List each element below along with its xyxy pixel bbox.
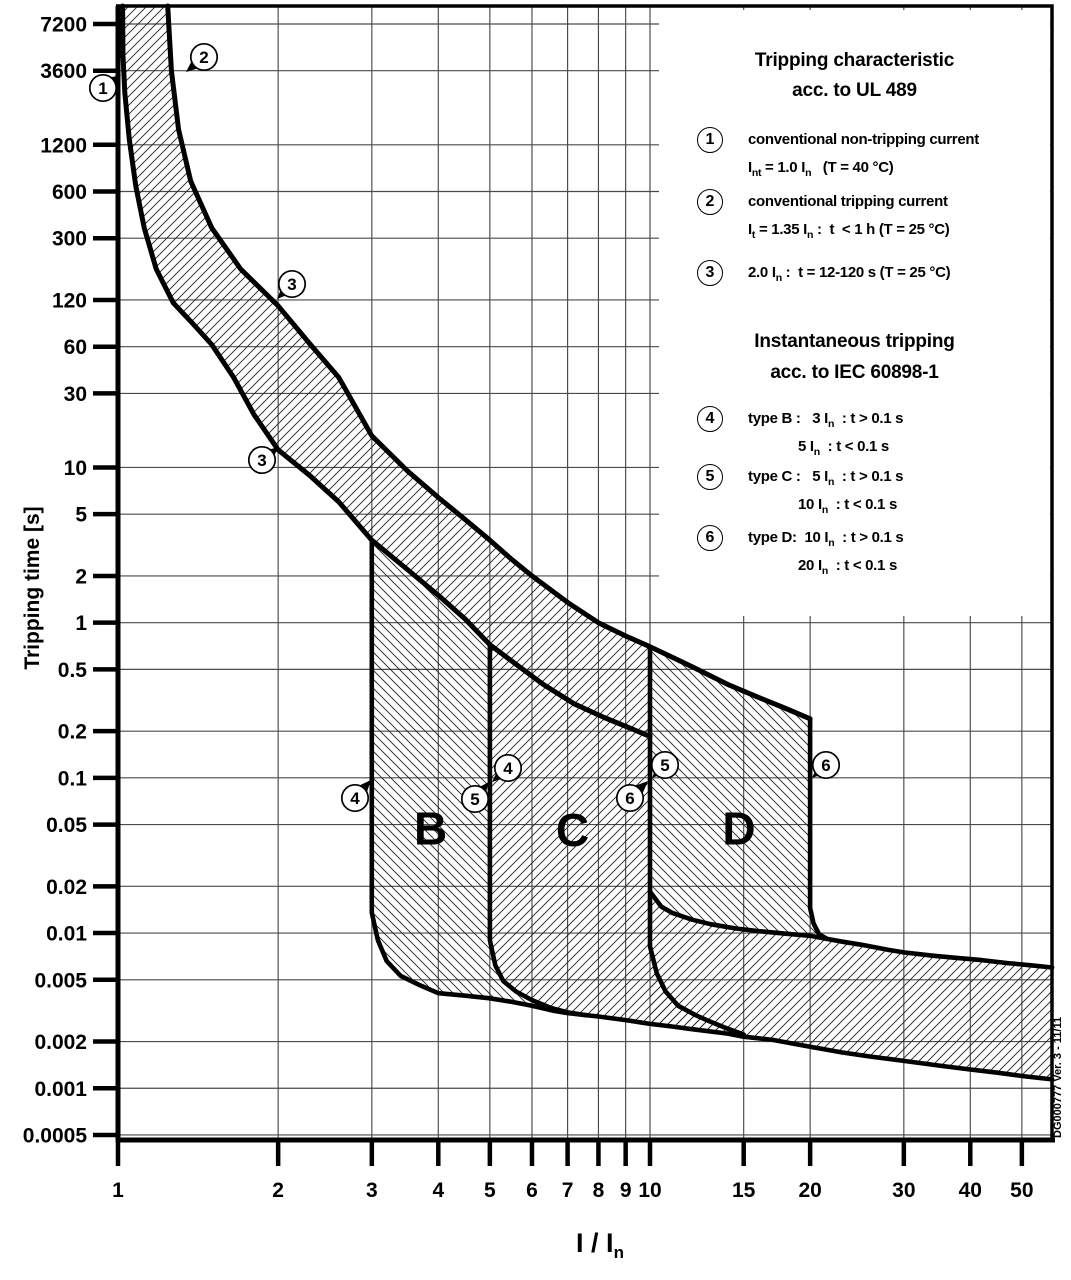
legend-text-segment: type D: 10 I [748,529,829,546]
legend-text-segment: conventional tripping current [748,193,948,210]
zone-label-B: B [414,802,448,855]
x-tick-label: 2 [272,1179,284,1202]
legend-item-4-line1 [748,408,903,431]
legend-subscript: n [807,229,814,241]
zone-label-D: D [722,802,756,855]
x-tick-label: 40 [958,1179,982,1202]
callout-number-3: 3 [287,275,297,294]
x-tick-label: 30 [892,1179,916,1202]
legend-text-segment: : t = 12-120 s (T = 25 °C) [781,264,951,281]
x-axis-title-subscript: n [613,1243,624,1262]
callout-number-4: 4 [503,759,513,778]
callout-number-1: 1 [98,79,108,98]
y-tick-label: 600 [51,180,87,204]
legend-text-segment: conventional non-tripping current [748,131,979,148]
legend-text-segment: I [748,159,752,176]
legend-subscript: nt [751,167,762,179]
x-tick-label: 10 [638,1179,662,1202]
legend-text-segment: = 1.0 I [761,159,806,176]
x-tick-label: 50 [1010,1179,1034,1202]
legend-item-2-line2 [748,219,949,242]
legend-title-iec-line2: acc. to IEC 60898-1 [770,362,939,383]
y-tick-label: 7200 [40,13,87,37]
legend-text-segment: 10 I [798,496,822,513]
y-tick-label: 0.5 [57,658,87,682]
legend-subscript: n [821,565,828,577]
legend-item-1-circle: 1 [697,127,723,153]
y-tick-label: 0.2 [57,720,87,744]
y-tick-label: 300 [51,227,87,251]
y-tick-label: 0.02 [46,875,87,899]
legend-item-3-line1 [748,262,950,285]
x-tick-label: 20 [798,1179,822,1202]
y-tick-label: 0.001 [34,1077,87,1101]
legend-item-3-circle: 3 [697,260,723,286]
legend-text-segment: 2.0 I [748,264,776,281]
legend-item-5-circle: 5 [697,464,723,490]
legend-text-segment: I [748,221,752,238]
x-tick-label: 3 [365,1179,378,1202]
x-tick-label: 4 [432,1179,445,1202]
legend-item-1-line1 [748,129,979,151]
legend-text-segment: type B : 3 I [748,410,828,427]
legend-text-segment: : t > 0.1 s [834,468,904,485]
x-axis-title [540,1228,660,1262]
legend-title-ul489-line1: Tripping characteristic [754,50,955,71]
callout-number-5: 5 [660,756,670,775]
legend-item-2-line1 [748,191,948,213]
legend-title-iec-line1: Instantaneous tripping [754,331,955,352]
legend-subscript: n [828,418,835,430]
y-tick-label: 60 [63,336,87,360]
watermark: DG000777 Ver. 3 - 11/11 [1052,1016,1064,1138]
y-tick-label: 5 [75,503,87,527]
y-tick-label: 120 [51,289,87,313]
legend-item-6-circle: 6 [697,525,723,551]
legend-subscript: n [821,504,828,516]
x-tick-label: 8 [592,1179,605,1202]
legend-subscript: n [813,446,820,458]
y-tick-label: 30 [63,382,87,406]
y-tick-label: 10 [63,456,87,480]
legend-subscript: n [828,476,835,488]
y-axis-title: Tripping time [s] [21,506,44,670]
x-tick-label: 5 [484,1179,496,1202]
legend-title-iec [659,326,1050,388]
legend-text-segment: : t < 0.1 s [827,496,898,513]
y-tick-label: 0.0005 [22,1124,87,1148]
legend-subscript: t [751,229,756,241]
legend-text-segment: 5 I [798,438,814,455]
legend-item-5-line2 [798,494,897,517]
y-tick-label: 2 [75,565,87,589]
y-tick-label: 1200 [40,134,87,158]
legend-item-1-line2 [748,157,893,180]
legend-subscript: n [775,272,782,284]
y-tick-label: 0.05 [46,814,87,838]
legend-text-segment: = 1.35 I [755,221,808,238]
legend-item-4-circle: 4 [697,406,723,432]
legend-text-segment: (T = 40 °C) [811,159,894,176]
x-tick-label: 6 [526,1179,538,1202]
callout-number-4: 4 [350,789,360,808]
legend-item-6-line2 [798,555,897,578]
callout-number-5: 5 [470,790,480,809]
callout-number-6: 6 [821,756,831,775]
legend-item-5-line1 [748,466,903,489]
legend-subscript: n [828,537,835,549]
legend-panel [659,10,1050,616]
x-tick-label: 9 [619,1179,632,1202]
legend-text-segment: : t > 0.1 s [834,410,904,427]
x-tick-label: 7 [561,1179,574,1202]
x-tick-label: 15 [732,1179,756,1202]
x-axis-title-main: I / I [576,1228,614,1258]
legend-text-segment: 20 I [798,557,822,574]
legend-subscript: n [805,167,812,179]
y-tick-label: 1 [75,612,87,636]
legend-item-4-line2 [798,436,889,459]
callout-number-2: 2 [199,48,209,67]
legend-text-segment: : t < 0.1 s [819,438,889,455]
y-tick-label: 0.01 [46,922,87,946]
y-tick-label: 3600 [40,60,87,84]
legend-text-segment: type C : 5 I [748,468,828,485]
legend-text-segment: : t > 0.1 s [834,529,904,546]
legend-title-ul489 [659,46,1050,106]
legend-text-segment: : t < 1 h (T = 25 °C) [813,221,950,238]
legend-title-ul489-line2: acc. to UL 489 [792,80,917,101]
y-tick-label: 0.1 [57,767,87,791]
y-tick-label: 0.002 [34,1031,87,1055]
x-tick-label: 1 [112,1179,124,1202]
legend-text-segment: : t < 0.1 s [827,557,898,574]
callout-number-6: 6 [625,789,635,808]
zone-label-C: C [555,804,590,857]
legend-item-6-line1 [748,527,903,550]
legend-item-2-circle: 2 [697,189,723,215]
callout-number-3: 3 [257,451,267,470]
y-tick-label: 0.005 [34,969,87,993]
